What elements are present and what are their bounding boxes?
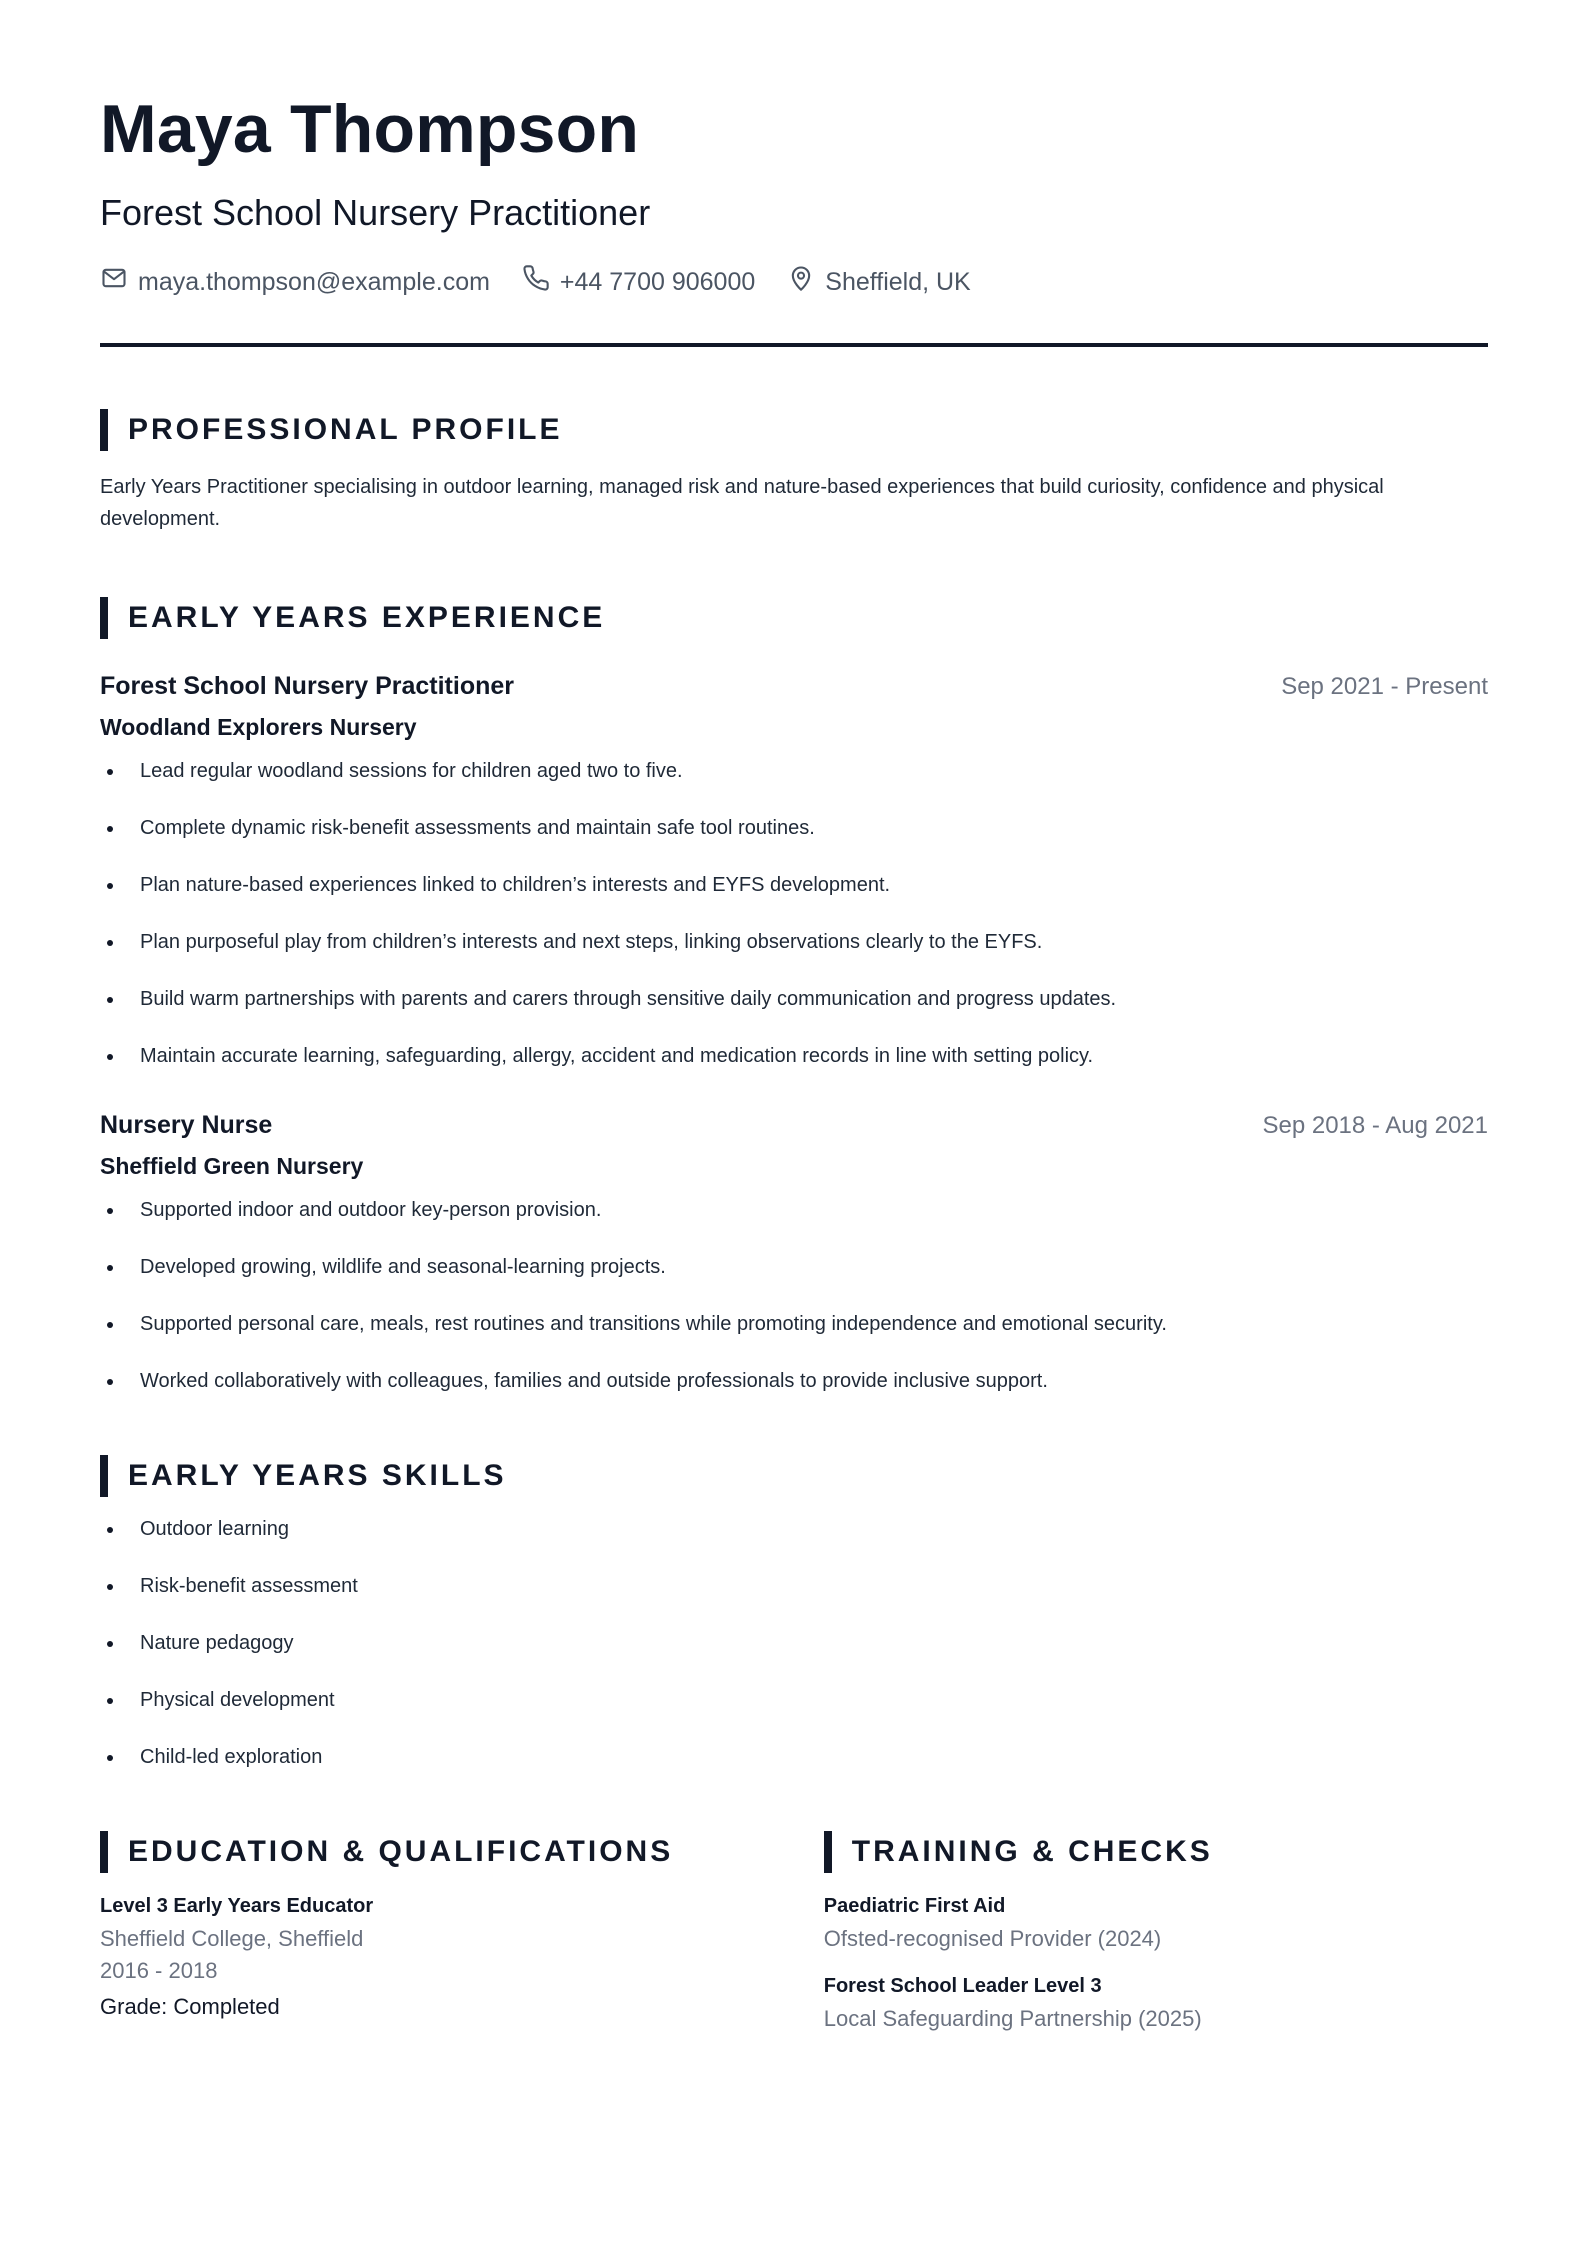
job-bullet: Supported personal care, meals, rest routines and transitions while promoting independence and emotional security. bbox=[100, 1312, 1488, 1336]
job-dates: Sep 2018 - Aug 2021 bbox=[1262, 1112, 1488, 1139]
training-title: Paediatric First Aid bbox=[823, 1895, 1006, 1917]
contact-location bbox=[787, 264, 970, 299]
training-heading: TRAINING & CHECKS bbox=[851, 1835, 1213, 1868]
job-company: Woodland Explorers Nursery bbox=[100, 714, 417, 740]
job-bullets bbox=[100, 1198, 1488, 1393]
education-grade: Grade: Completed bbox=[100, 1994, 280, 2019]
candidate-title: Forest School Nursery Practitioner bbox=[100, 192, 651, 233]
job-bullet: Plan nature-based experiences linked to children’s interests and EYFS development. bbox=[100, 873, 1488, 897]
contact-phone-text: +44 7700 906000 bbox=[559, 267, 756, 296]
job-title: Nursery Nurse bbox=[100, 1111, 273, 1139]
job-entry bbox=[100, 671, 1488, 1068]
skill-item: Risk-benefit assessment bbox=[100, 1574, 1488, 1598]
training-section bbox=[824, 1831, 1488, 2033]
job-entry bbox=[100, 1110, 1488, 1393]
job-bullet: Supported indoor and outdoor key-person provision. bbox=[100, 1198, 1488, 1222]
job-dates: Sep 2021 - Present bbox=[1281, 673, 1488, 700]
job-title: Forest School Nursery Practitioner bbox=[100, 672, 515, 700]
profile-section bbox=[100, 409, 1488, 535]
education-title: Level 3 Early Years Educator bbox=[100, 1895, 374, 1917]
section-heading bbox=[100, 597, 1488, 639]
skill-item: Child-led exploration bbox=[100, 1745, 1488, 1769]
section-heading bbox=[100, 409, 1488, 451]
education-section bbox=[100, 1831, 824, 2033]
section-accent-bar bbox=[824, 1831, 832, 1873]
skill-item: Outdoor learning bbox=[100, 1517, 1488, 1541]
header-divider bbox=[100, 343, 1488, 347]
profile-heading: PROFESSIONAL PROFILE bbox=[128, 413, 563, 446]
job-bullet: Lead regular woodland sessions for children aged two to five. bbox=[100, 759, 1488, 783]
training-title: Forest School Leader Level 3 bbox=[823, 1975, 1102, 1997]
section-heading bbox=[824, 1831, 1488, 1873]
phone-icon bbox=[522, 264, 550, 299]
section-accent-bar bbox=[100, 597, 108, 639]
section-accent-bar bbox=[100, 1455, 108, 1497]
section-heading bbox=[100, 1831, 824, 1873]
experience-heading: EARLY YEARS EXPERIENCE bbox=[128, 601, 606, 634]
candidate-name: Maya Thompson bbox=[100, 91, 640, 167]
job-bullet: Plan purposeful play from children’s interests and next steps, linking observations clearly to the EYFS. bbox=[100, 930, 1488, 954]
training-provider: Ofsted-recognised Provider (2024) bbox=[823, 1926, 1162, 1951]
job-bullet: Maintain accurate learning, safeguarding, allergy, accident and medication records in line with setting policy. bbox=[100, 1044, 1488, 1068]
skills-section bbox=[100, 1455, 1488, 1769]
mail-icon bbox=[100, 264, 128, 299]
job-bullet: Build warm partnerships with parents and carers through sensitive daily communication and progress updates. bbox=[100, 987, 1488, 1011]
training-provider: Local Safeguarding Partnership (2025) bbox=[823, 2006, 1202, 2031]
education-dates: 2016 - 2018 bbox=[100, 1958, 218, 1983]
training-entry bbox=[824, 1973, 1488, 2033]
contact-phone[interactable] bbox=[522, 264, 755, 299]
training-entry bbox=[824, 1893, 1488, 1953]
map-pin-icon bbox=[787, 264, 815, 299]
education-institution: Sheffield College, Sheffield bbox=[100, 1926, 364, 1951]
bottom-columns bbox=[100, 1831, 1488, 2033]
skills-heading: EARLY YEARS SKILLS bbox=[128, 1459, 507, 1492]
section-accent-bar bbox=[100, 1831, 108, 1873]
education-heading: EDUCATION & QUALIFICATIONS bbox=[128, 1835, 674, 1868]
education-entry bbox=[100, 1893, 824, 2021]
contact-email[interactable] bbox=[100, 264, 490, 299]
experience-section bbox=[100, 597, 1488, 1393]
skill-item: Physical development bbox=[100, 1688, 1488, 1712]
job-bullet: Developed growing, wildlife and seasonal-learning projects. bbox=[100, 1255, 1488, 1279]
job-bullet: Worked collaboratively with colleagues, families and outside professionals to provide inclusive support. bbox=[100, 1369, 1488, 1393]
skills-list bbox=[100, 1517, 1488, 1769]
profile-text: Early Years Practitioner specialising in outdoor learning, managed risk and nature-based experiences that build curiosity, confidence and physical development. bbox=[100, 476, 1384, 530]
contact-email-text: maya.thompson@example.com bbox=[138, 267, 490, 296]
resume-header bbox=[100, 90, 1488, 347]
section-accent-bar bbox=[100, 409, 108, 451]
contact-row bbox=[100, 264, 1488, 299]
skill-item: Nature pedagogy bbox=[100, 1631, 1488, 1655]
job-bullets bbox=[100, 759, 1488, 1068]
section-heading bbox=[100, 1455, 1488, 1497]
job-company: Sheffield Green Nursery bbox=[100, 1153, 364, 1179]
job-bullet: Complete dynamic risk-benefit assessments and maintain safe tool routines. bbox=[100, 816, 1488, 840]
contact-location-text: Sheffield, UK bbox=[825, 267, 971, 296]
